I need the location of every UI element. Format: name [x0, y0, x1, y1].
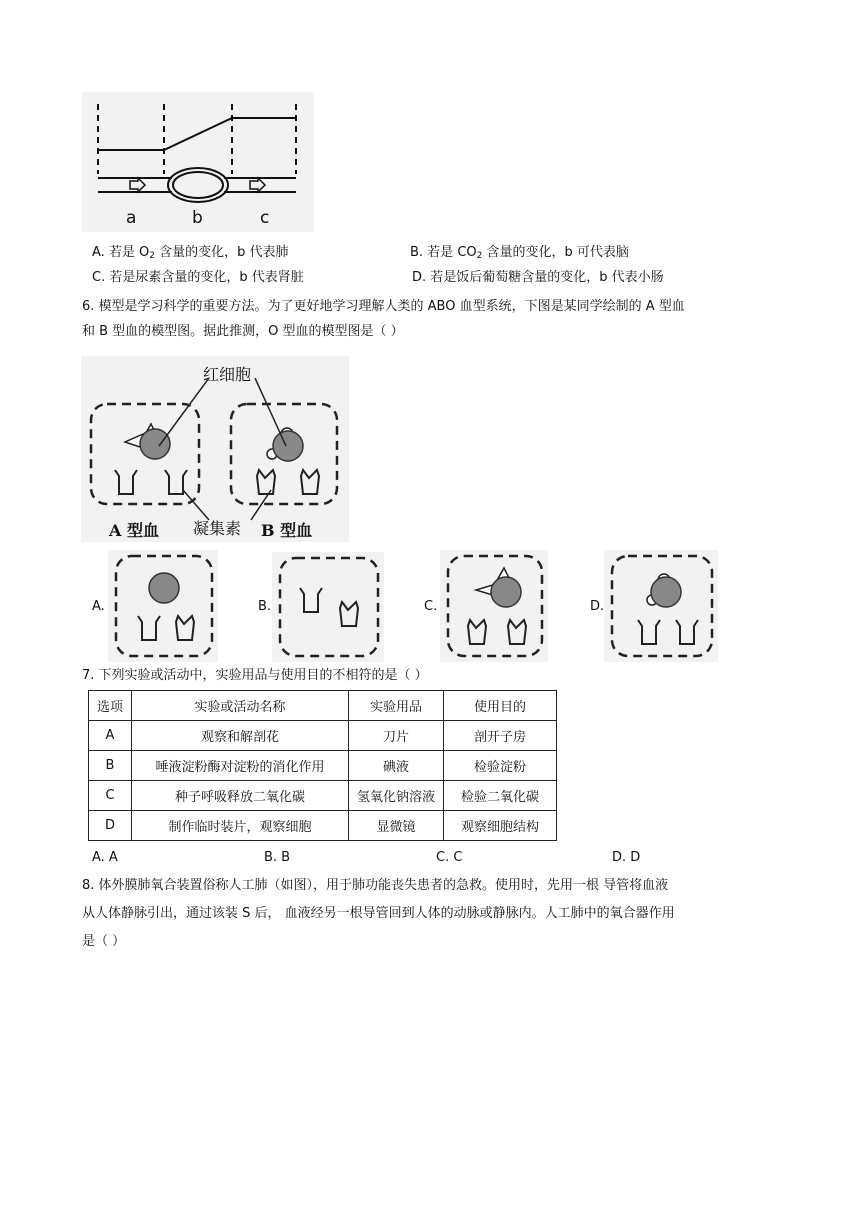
- q7-option-c[interactable]: C. C: [436, 850, 463, 865]
- q6-choice-b-figure[interactable]: [272, 552, 384, 662]
- table-cell: 检验淀粉: [444, 751, 557, 781]
- table-cell: 氢氧化钠溶液: [349, 781, 444, 811]
- table-cell: 碘液: [349, 751, 444, 781]
- diagram-label-b: b: [192, 208, 203, 228]
- choice-d-svg: [604, 550, 718, 662]
- q7-stem: 7. 下列实验或活动中，实验用品与使用目的不相符的是（ ）: [82, 668, 428, 683]
- label-agglutinin: 凝集素: [193, 519, 242, 538]
- q7-option-d[interactable]: D. D: [612, 850, 641, 865]
- label-a-type: A 型血: [109, 521, 159, 540]
- table-cell: 剖开子房: [444, 721, 557, 751]
- table-row: [89, 781, 557, 811]
- q5-option-d: D. 若是饭后葡萄糖含量的变化，b 代表小肠: [412, 270, 664, 285]
- q5-option-b: B. 若是 $CO_2$ 含量的变化，b 可代表脑: [410, 245, 629, 261]
- diagram-label-c: c: [260, 208, 270, 228]
- q8-stem-line-2: 从人体静脉引出，通过该装 S 后， 血液经另一根导管回到人体的动脉或静脉内。人工肺中的氧合器作用: [82, 906, 675, 921]
- label-red-blood-cell: 红细胞: [203, 365, 252, 384]
- choice-b-svg: [272, 552, 384, 662]
- choice-a-svg: [108, 550, 218, 662]
- table-cell: 观察细胞结构: [444, 811, 557, 841]
- q6-choice-d-label[interactable]: D.: [590, 599, 605, 614]
- table-cell: 显微镜: [349, 811, 444, 841]
- experiment-table: [88, 690, 557, 841]
- q6-choice-c-label[interactable]: C.: [424, 599, 438, 614]
- q6-choice-a-label[interactable]: A.: [92, 599, 105, 614]
- table-row: [89, 721, 557, 751]
- q6-choice-c-figure[interactable]: [440, 550, 548, 662]
- q6-choice-a-figure[interactable]: [108, 550, 218, 662]
- table-cell: 种子呼吸释放二氧化碳: [132, 781, 349, 811]
- table-cell: 制作临时装片，观察细胞: [132, 811, 349, 841]
- table-cell: 刀片: [349, 721, 444, 751]
- q6-stem-line-1: 6. 模型是学习科学的重要方法。为了更好地学习理解人类的 ABO 血型系统，下图是某同学绘制的 A 型血: [82, 299, 685, 314]
- table-row: [89, 751, 557, 781]
- choice-c-svg: [440, 550, 548, 662]
- header-option: 选项: [89, 691, 132, 721]
- abo-model-figure: [81, 356, 349, 542]
- q5-option-a: A. 若是 $O_2$ 含量的变化，b 代表肺: [92, 245, 289, 261]
- q8-stem-line-3: 是（ ）: [82, 934, 126, 949]
- header-purpose: 使用目的: [444, 691, 557, 721]
- q8-stem-line-1: 8. 体外膜肺氧合装置俗称人工肺（如图），用于肺功能丧失患者的急救。使用时，先用一根 导管将血液: [82, 878, 669, 893]
- table-cell: 检验二氧化碳: [444, 781, 557, 811]
- table-cell: A: [89, 721, 132, 751]
- q5-option-c: C. 若是尿素含量的变化，b 代表肾脏: [92, 270, 304, 285]
- q6-choice-b-label[interactable]: B.: [258, 599, 272, 614]
- table-cell: B: [89, 751, 132, 781]
- q7-option-a[interactable]: A. A: [92, 850, 118, 865]
- table-cell: 唾液淀粉酶对淀粉的消化作用: [132, 751, 349, 781]
- table-header-row: [89, 691, 557, 721]
- header-activity: 实验或活动名称: [132, 691, 349, 721]
- table-row: [89, 811, 557, 841]
- label-b-type: B 型血: [261, 521, 313, 540]
- table-cell: C: [89, 781, 132, 811]
- header-material: 实验用品: [349, 691, 444, 721]
- diagram-label-a: a: [126, 208, 137, 228]
- q6-stem-line-2: 和 B 型血的模型图。据此推测，O 型血的模型图是（ ）: [82, 324, 404, 339]
- table-cell: 观察和解剖花: [132, 721, 349, 751]
- q7-option-b[interactable]: B. B: [264, 850, 291, 865]
- blood-flow-diagram: [82, 92, 314, 232]
- table-cell: D: [89, 811, 132, 841]
- q6-choice-d-figure[interactable]: [604, 550, 718, 662]
